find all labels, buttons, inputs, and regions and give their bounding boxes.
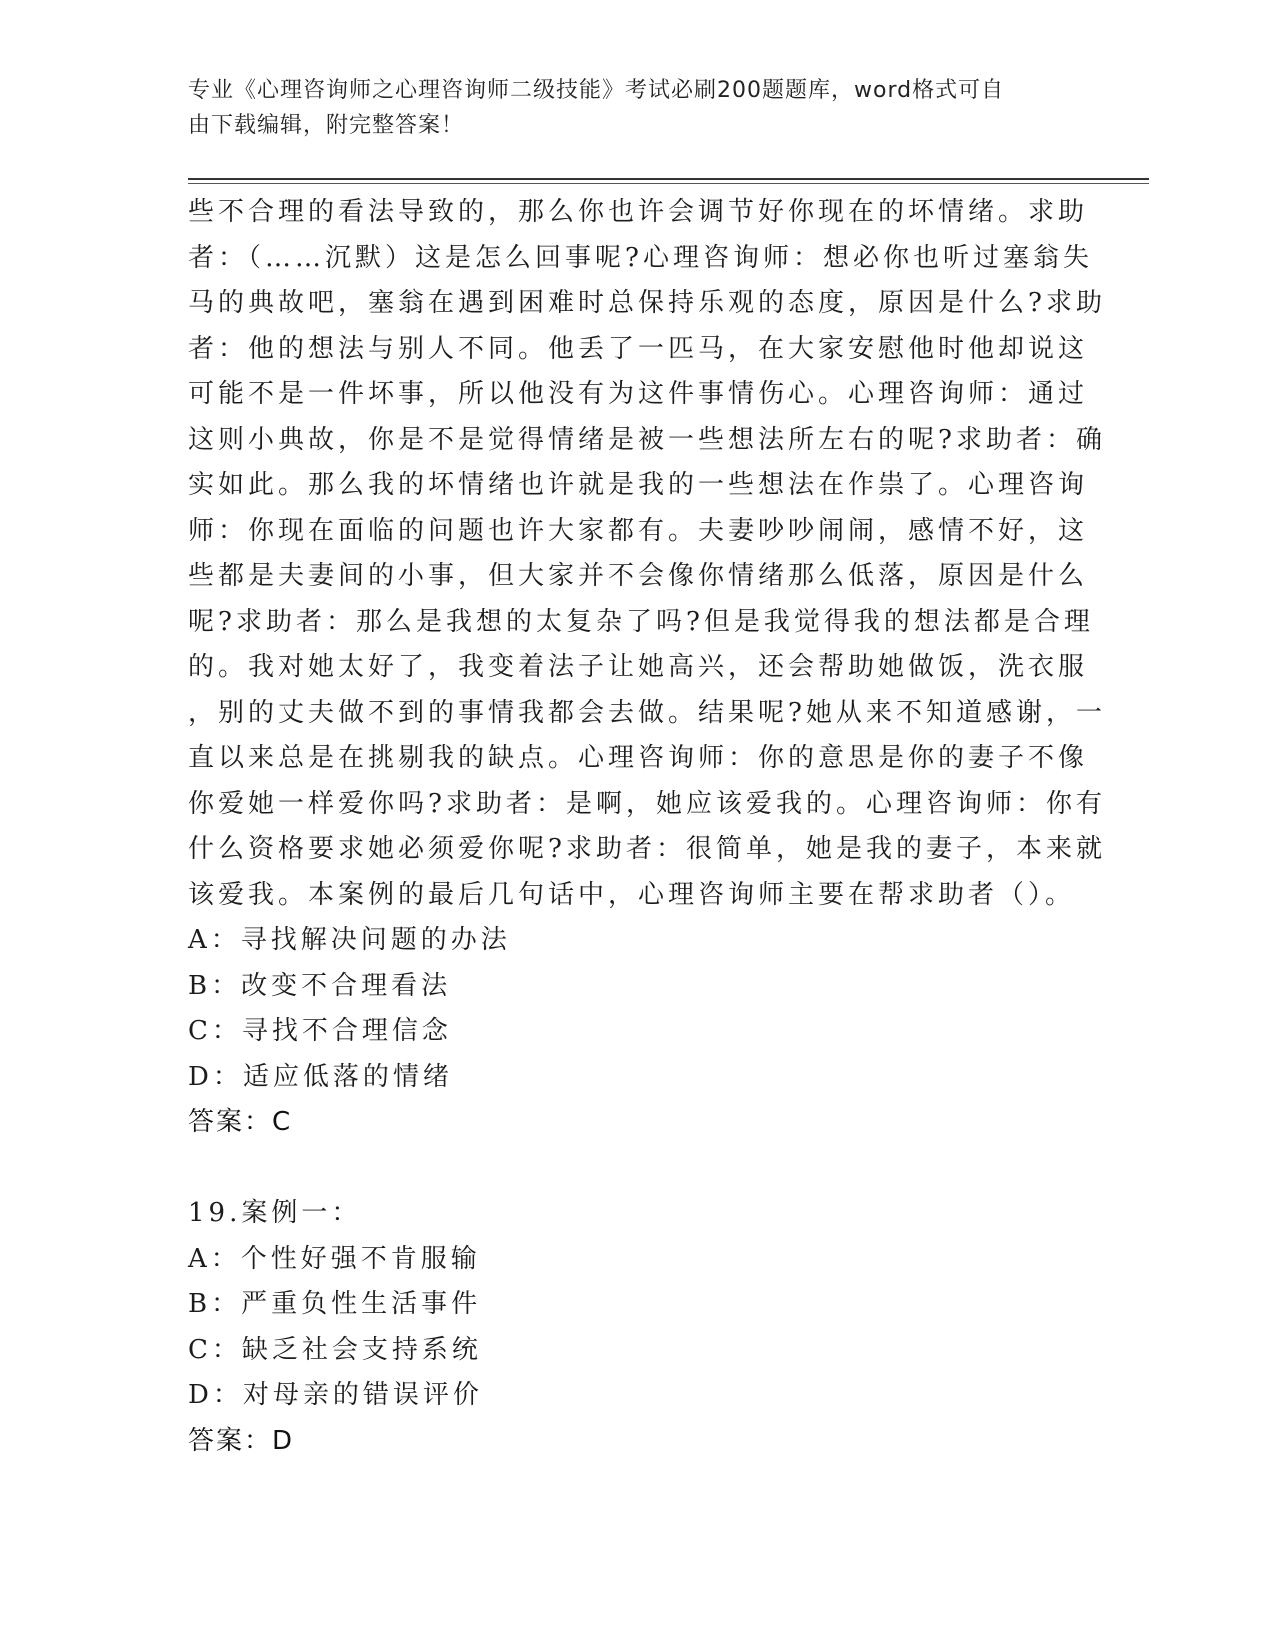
option-c: C：寻找不合理信念: [188, 1016, 452, 1046]
passage-line: 的。我对她太好了，我变着法子让她高兴，还会帮助她做饭，洗衣服: [188, 652, 1089, 682]
document-header: [188, 73, 1068, 143]
header-rule-thin: [188, 183, 1149, 184]
question-19-options: [188, 1237, 1088, 1419]
question-18-options: [188, 918, 1088, 1100]
passage-line: 你爱她一样爱你吗?求助者：是啊，她应该爱我的。心理咨询师：你有: [188, 788, 1106, 819]
passage-line: 者：他的想法与别人不同。他丢了一匹马，在大家安慰他时他却说这: [188, 333, 1089, 364]
passage-line: 些不合理的看法导致的，那么你也许会调节好你现在的坏情绪。求助: [188, 197, 1089, 227]
section-spacer: [188, 1146, 1088, 1192]
question-19-title: 19.案例一：: [188, 1198, 362, 1228]
passage-line: ，别的丈夫做不到的事情我都会去做。结果呢?她从来不知道感谢，一: [188, 697, 1106, 728]
passage-line: 者：（……沉默）这是怎么回事呢?心理咨询师：想必你也听过塞翁失: [188, 242, 1093, 273]
option-a: A：个性好强不肯服输: [188, 1243, 481, 1274]
option-b: B：改变不合理看法: [188, 970, 452, 1001]
document-body: [188, 190, 1106, 1464]
passage-line: 什么资格要求她必须爱你呢?求助者：很简单，她是我的妻子，本来就: [188, 834, 1106, 864]
passage-line: 马的典故吧，塞翁在遇到困难时总保持乐观的态度，原因是什么?求助: [188, 288, 1106, 318]
header-rule-thick: [188, 178, 1149, 180]
passage-line: 师：你现在面临的问题也许大家都有。夫妻吵吵闹闹，感情不好，这: [188, 515, 1089, 546]
option-a: A：寻找解决问题的办法: [188, 925, 511, 955]
option-b: B：严重负性生活事件: [188, 1289, 482, 1319]
passage-line: 呢?求助者：那么是我想的太复杂了吗?但是我觉得我的想法都是合理: [188, 606, 1094, 637]
question-18-answer: 答案：C: [188, 1107, 293, 1137]
passage-line: 直以来总是在挑剔我的缺点。心理咨询师：你的意思是你的妻子不像: [188, 743, 1089, 773]
passage-line: 实如此。那么我的坏情绪也许就是我的一些想法在作祟了。心理咨询: [188, 470, 1089, 500]
question-19-answer: 答案：D: [188, 1425, 295, 1456]
passage-line: 该爱我。本案例的最后几句话中，心理咨询师主要在帮求助者（）。: [188, 879, 1076, 910]
header-line-2: 由下载编辑，附完整答案！: [188, 113, 465, 138]
option-d: D：适应低落的情绪: [188, 1061, 453, 1092]
option-c: C：缺乏社会支持系统: [188, 1334, 482, 1365]
option-d: D：对母亲的错误评价: [188, 1380, 483, 1410]
passage-line: 这则小典故，你是不是觉得情绪是被一些想法所左右的呢?求助者：确: [188, 424, 1106, 455]
question-18-passage: [188, 190, 1106, 918]
passage-line: 可能不是一件坏事，所以他没有为这件事情伤心。心理咨询师：通过: [188, 379, 1089, 409]
passage-line: 些都是夫妻间的小事，但大家并不会像你情绪那么低落，原因是什么: [188, 561, 1089, 591]
header-line-1: 专业《心理咨询师之心理咨询师二级技能》考试必刷200题题库，word格式可自: [188, 78, 1005, 103]
